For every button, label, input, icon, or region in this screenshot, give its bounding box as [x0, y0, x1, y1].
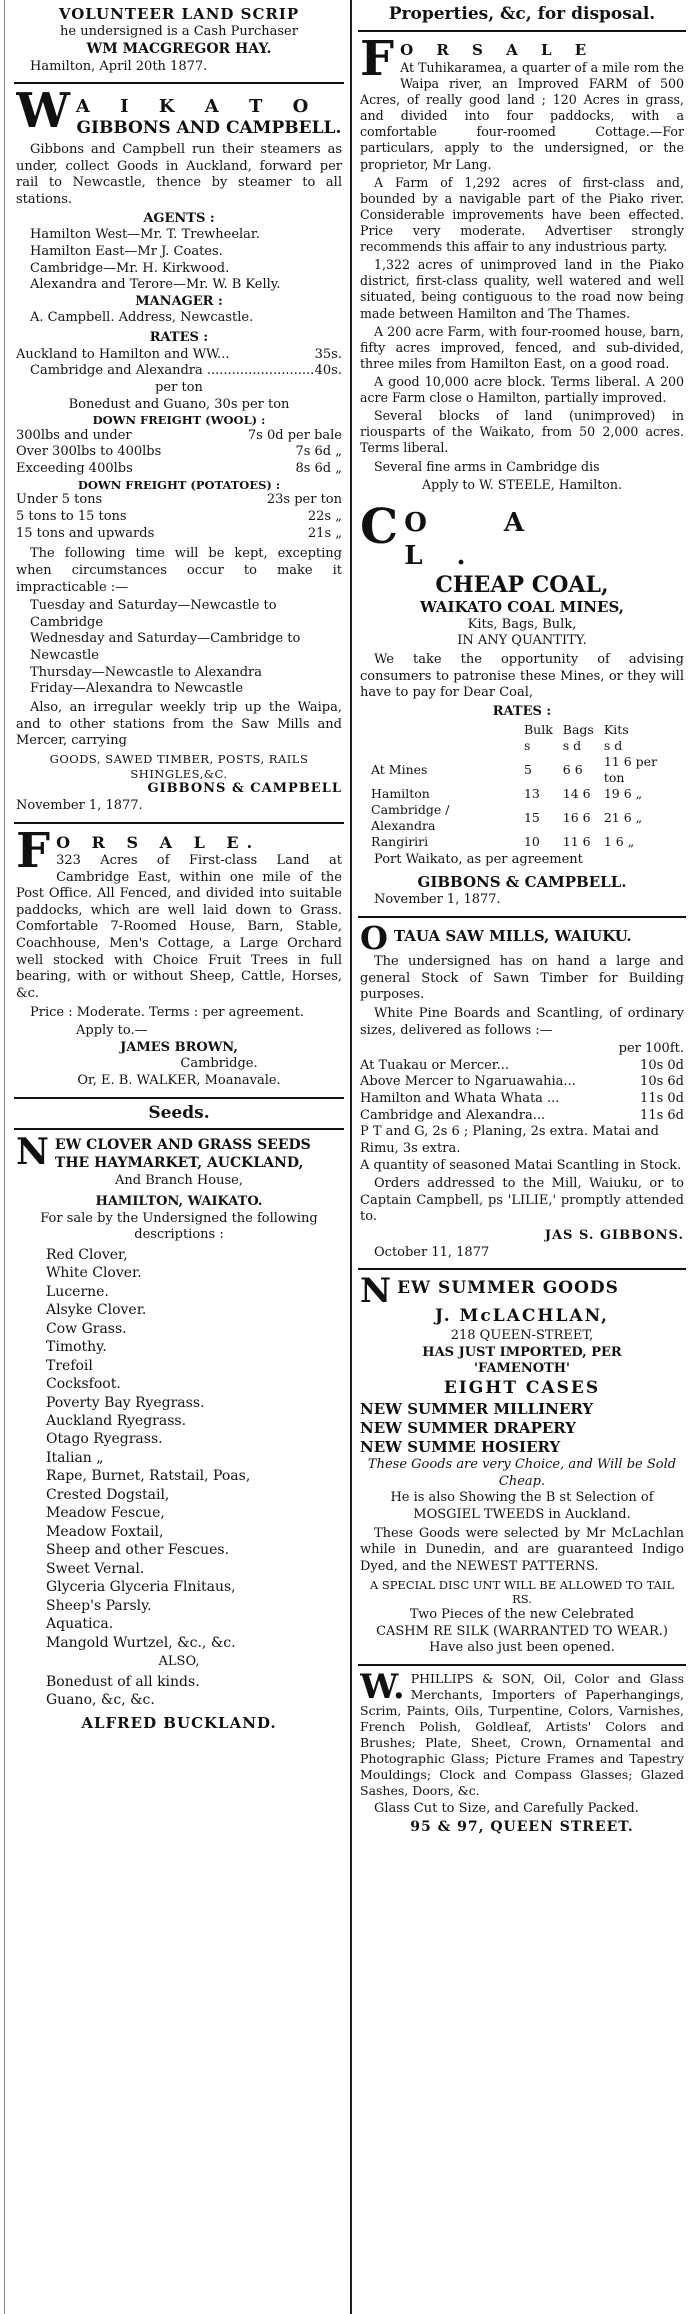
list-item: Aquatica.: [46, 1616, 114, 1633]
coal-body: We take the opportunity of advising consumers to patronise these Mines, or they will have to pay for Dear Coal,: [360, 651, 684, 701]
dropcap: F: [360, 36, 395, 87]
forms: Kits, Bags, Bulk,: [467, 616, 577, 632]
showing-line: He is also Showing the B st Selection of MOSGIEL TWEEDS in Auckland.: [390, 1490, 654, 1523]
intro: For sale by the Undersigned the following descriptions :: [40, 1210, 318, 1243]
table-cell: Kits: [603, 722, 629, 738]
firm-name: GIBBONS AND CAMPBELL.: [76, 118, 342, 139]
list-item: Bonedust of all kinds.: [46, 1673, 200, 1690]
table-row: [366, 802, 684, 834]
list-item: Glyceria Glyceria Flnitaus,: [46, 1579, 236, 1596]
table-cell: 21 6 „: [603, 810, 643, 826]
section-title: Seeds.: [14, 1099, 344, 1131]
table-cell: 11 6 per ton: [603, 754, 658, 786]
paragraph: A Farm of 1,292 acres of first-class and, bounded by a navigable part of the Piako river. Considerable improvements have been effected. Price very moderate. Advertiser strongly recommends this affair to any industrious party.: [360, 174, 684, 255]
intro-text: Gibbons and Campbell run their steamers as under, collect Goods in Auckland, forward per rail to Newcastle, thence by steamer to all stations.: [16, 142, 342, 207]
table-row: [366, 786, 684, 802]
paragraph: A good 10,000 acre block. Terms liberal. A 200 acre Farm close o Hamilton, partially improved.: [360, 374, 684, 406]
discount-line: A SPECIAL DISC UNT WILL BE ALLOWED TO TAIL RS.: [369, 1577, 675, 1607]
paragraph: A quantity of seasoned Matai Scantling in Stock.: [360, 1157, 682, 1173]
list-item: Trefoil: [46, 1357, 93, 1374]
price-item: At Tuakau or Mercer...: [360, 1057, 509, 1073]
goods-line: NEW SUMMER MILLINERY: [360, 1399, 594, 1418]
address: 218 QUEEN-STREET,: [450, 1327, 594, 1343]
ad-body: PHILLIPS & SON, Oil, Color and Glass Merchants, Importers of Paperhangings, Scrim, Paints, Oils, Turpentine, Colors, Varnishes, French Polish, Goldleaf, Artists' Colors and Brushes; Plate, Sheet, Crown, Ornamental and Photographic Glass; Picture Frames and Tapestry Mouldings; Clock and Compass Glasses; Glazed Sashes, Doors, &c.: [360, 1670, 684, 1798]
ad-date: Hamilton, April 20th 1877.: [30, 58, 208, 74]
seed-list: [46, 1246, 342, 1652]
table-row: [366, 834, 684, 850]
rates-label: RATES :: [149, 330, 209, 345]
wool-row: [16, 428, 342, 445]
section-title: Properties, &c, for disposal.: [358, 0, 686, 32]
list-item: Red Clover,: [46, 1246, 128, 1263]
table-cell: Rangiriri: [371, 834, 429, 850]
price-item: Cambridge and Alexandra...: [360, 1107, 546, 1123]
properties-ad: [358, 0, 686, 500]
wool-label: DOWN FREIGHT (WOOL) :: [92, 413, 266, 428]
rate-price: 35s.: [314, 346, 342, 362]
branch-place: HAMILTON, WAIKATO.: [95, 1193, 263, 1209]
wool-row: [16, 444, 342, 461]
ad-date: November 1, 1877.: [374, 892, 501, 908]
signature: GIBBONS & CAMPBELL: [147, 781, 342, 797]
rate-item: Over 300lbs to 400lbs: [16, 444, 162, 460]
price-item: Hamilton and Whata Whata ...: [360, 1091, 560, 1107]
goods-line: NEW SUMME HOSIERY: [360, 1437, 561, 1456]
also-list: [46, 1673, 342, 1710]
saw-mills-ad: [358, 918, 686, 1270]
rate-item: 15 tons and upwards: [16, 525, 155, 541]
price-row: [360, 1058, 684, 1075]
rate-item: 300lbs and under: [16, 427, 132, 443]
dropcap: W.: [360, 1670, 405, 1707]
table-cell: s: [523, 738, 531, 754]
agent-line: Hamilton East—Mr J. Coates.: [30, 243, 223, 259]
table-cell: At Mines: [371, 762, 428, 778]
choice-note: These Goods are very Choice, and Will be Sold Cheap.: [367, 1457, 677, 1489]
price-row: [360, 1108, 684, 1125]
port-line: Port Waikato, as per agreement: [374, 852, 583, 868]
signature: JAS S. GIBBONS.: [544, 1228, 684, 1244]
potato-row: [16, 492, 342, 509]
left-column: [14, 0, 344, 1738]
price-value: 11s 6d: [640, 1107, 684, 1123]
ad-title: O R S A L E: [400, 40, 596, 59]
contact-name: JAMES BROWN,: [120, 1039, 238, 1055]
table-cell: 11 6: [562, 834, 591, 850]
dropcap: N: [16, 1135, 49, 1174]
glass-cut-line: Glass Cut to Size, and Carefully Packed.: [374, 1800, 639, 1816]
rate-price: 22s „: [307, 509, 342, 525]
apply-to: Apply to.—: [76, 1023, 148, 1039]
table-row: [366, 754, 684, 786]
rate-item: 5 tons to 15 tons: [16, 509, 127, 525]
rate-item: Exceeding 400lbs: [16, 461, 133, 477]
ad-name: WM MACGREGOR HAY.: [86, 40, 272, 57]
potato-row: [16, 526, 342, 543]
ad-title: TAUA SAW MILLS, WAIUKU.: [393, 926, 632, 945]
table-cell: [366, 722, 519, 738]
ad-line: he undersigned is a Cash Purchaser: [60, 24, 298, 40]
ad-title: EW CLOVER AND GRASS SEEDS: [54, 1137, 311, 1154]
bonedust-rate: Bonedust and Guano, 30s per ton: [68, 396, 290, 412]
table-cell: 16 6: [562, 810, 591, 826]
table-cell: 1 6 „: [603, 834, 635, 850]
dropcap: F: [16, 828, 51, 879]
table-cell: 5: [523, 762, 532, 778]
manager-label: MANAGER :: [135, 293, 223, 309]
headline: CHEAP COAL,: [435, 572, 609, 599]
rate-item: Auckland to Hamilton and WW...: [16, 346, 230, 362]
page-edge: [0, 0, 5, 2314]
coal-ad: [358, 500, 686, 918]
list-item: Rape, Burnet, Ratstail, Poas,: [46, 1468, 251, 1485]
tweeds-text: These Goods were selected by Mr McLachlan while in Dunedin, and are guaranteed Indigo Dyed, and the NEWEST PATTERNS.: [360, 1525, 684, 1574]
price-item: Above Mercer to Ngaruawahia...: [360, 1074, 576, 1090]
list-item: Timothy.: [46, 1339, 107, 1356]
agents-label: AGENTS :: [143, 210, 215, 226]
list-item: Sweet Vernal.: [46, 1560, 145, 1577]
table-cell: Hamilton: [371, 786, 430, 802]
list-item: Meadow Fescue,: [46, 1505, 165, 1522]
table-cell: Cambridge / Alexandra: [371, 802, 450, 834]
address: 95 & 97, QUEEN STREET.: [410, 1819, 634, 1836]
store-name: THE HAYMARKET, AUCKLAND,: [54, 1155, 304, 1172]
irregular-trip: Also, an irregular weekly trip up the Waipa, and to other stations from the Saw Mills and Mercer, carrying: [16, 699, 342, 749]
rate-price: 23s per ton: [266, 492, 342, 508]
apply-to: Apply to W. STEELE, Hamilton.: [422, 476, 622, 492]
branch-line: And Branch House,: [115, 1173, 243, 1189]
rate-price: 7s 6d „: [295, 444, 342, 460]
paragraph: The undersigned has on hand a large and general Stock of Sawn Timber for Building purposes.: [360, 954, 684, 1003]
price-terms: Price : Moderate. Terms : per agreement.: [30, 1004, 305, 1020]
table-cell: 10: [523, 834, 540, 850]
timetable-intro: The following time will be kept, excepting when circumstances occur to make it impracticable :—: [16, 546, 342, 595]
paragraph: 1,322 acres of unimproved land in the Piako district, first-class quality, well watered and well situated, being contiguous to the road now being made between Hamilton and The Thames.: [360, 257, 684, 321]
paragraph: A 200 acre Farm, with four-roomed house, barn, fifty acres improved, fenced, and sub-divided, three miles from Hamilton East, on a good road.: [360, 323, 684, 371]
table-cell: 19 6 „: [603, 786, 643, 802]
seeds-ad: [14, 1099, 344, 1738]
list-item: Sheep and other Fescues.: [46, 1542, 230, 1559]
coal-rates-table: [366, 722, 684, 850]
list-item: Lucerne.: [46, 1283, 109, 1300]
table-cell: 14 6: [562, 786, 591, 802]
rate-item: Cambridge and Alexandra ..........................: [30, 363, 315, 379]
rates-label: RATES :: [492, 703, 552, 719]
table-cell: Bags: [562, 722, 594, 738]
summer-goods-ad: [358, 1270, 686, 1666]
agent-line: Hamilton West—Mr. T. Trewheelar.: [30, 227, 260, 243]
paragraph: Several blocks of land (unimproved) in riousparts of the Waikato, from 50 2,000 acres. Terms liberal.: [360, 408, 684, 456]
cashmere-line: Two Pieces of the new Celebrated: [409, 1606, 635, 1622]
ad-title: EW SUMMER GOODS: [397, 1278, 619, 1299]
also-label: ALSO,: [158, 1654, 200, 1670]
list-item: Poverty Bay Ryegrass.: [46, 1394, 205, 1411]
paragraph: At Tuhikaramea, a quarter of a mile rom the Waipa river, an Improved FARM of 500 Acres, of really good land ; 120 Acres in grass, and divided into four paddocks, with a comfortable four-roomed Cottage.—For particulars, apply to the undersigned, or the proprietor, Mr Lang.: [360, 59, 684, 172]
cashmere-line: CASHM RE SILK (WARRANTED TO WEAR.): [376, 1623, 668, 1639]
agent-line: Cambridge—Mr. H. Kirkwood.: [30, 260, 230, 276]
list-item: Otago Ryegrass.: [46, 1431, 163, 1448]
list-item: Guano, &c, &c.: [46, 1692, 155, 1709]
agents-list: [16, 227, 342, 294]
paragraph: Orders addressed to the Mill, Waiuku, or to Captain Campbell, ps 'LILIE,' promptly attended to.: [360, 1176, 684, 1225]
ad-body: 323 Acres of First-class Land at Cambridge East, within one mile of the Post Office. All Fenced, and divided into suitable paddocks, which are well laid down to Grass. Comfortable 7-Roomed House, Barn, Stable, Coachhouse, Men's Cottage, a Large Orchard well stocked with Choice Fruit Trees in full bearing, with or without Sheep, Cattle, Horses, &c.: [16, 852, 342, 1001]
paragraph: Several fine arms in Cambridge dis: [374, 458, 600, 474]
list-item: Sheep's Parsly.: [46, 1597, 152, 1614]
right-column: [358, 0, 686, 1844]
price-row: [360, 1091, 684, 1108]
imported-line: HAS JUST IMPORTED, PER: [422, 1344, 622, 1360]
table-cell: s d: [603, 738, 623, 754]
rate-price: 21s „: [307, 525, 342, 541]
timetable-line: Tuesday and Saturday—Newcastle to Cambridge: [30, 598, 277, 630]
contact-place: Cambridge.: [180, 1056, 258, 1072]
dropcap: W: [16, 89, 70, 140]
table-header: [366, 722, 684, 738]
table-units: [366, 738, 684, 754]
table-cell: Bulk: [523, 722, 553, 738]
table-cell: 15: [523, 810, 540, 826]
wool-row: [16, 461, 342, 478]
manager-line: A. Campbell. Address, Newcastle.: [30, 310, 254, 326]
timetable-line: Friday—Alexandra to Newcastle: [30, 681, 244, 697]
list-item: Cocksfoot.: [46, 1376, 121, 1393]
signature: ALFRED BUCKLAND.: [81, 1713, 277, 1732]
timetable-line: Thursday—Newcastle to Alexandra: [30, 664, 262, 680]
phillips-ad: [358, 1666, 686, 1845]
ship-name: 'FAMENOTH': [474, 1361, 570, 1377]
cases: EIGHT CASES: [443, 1377, 601, 1398]
paragraph: P T and G, 2s 6 ; Planing, 2s extra. Matai and Rimu, 3s extra.: [360, 1124, 659, 1156]
table-cell: s d: [562, 738, 582, 754]
ad-date: November 1, 1877.: [16, 797, 143, 813]
goods-line: GOODS, SAWED TIMBER, POSTS, RAILS SHINGLES,&C.: [49, 751, 309, 781]
rate-price: 7s 0d per bale: [247, 427, 342, 443]
rate-item: Under 5 tons: [16, 492, 103, 508]
price-row: [360, 1074, 684, 1091]
dropcap: C: [360, 504, 399, 555]
table-cell: 13: [523, 786, 540, 802]
price-value: 10s 6d: [640, 1074, 684, 1090]
list-item: Meadow Foxtail,: [46, 1523, 164, 1540]
volunteer-land-scrip-ad: [14, 0, 344, 84]
list-item: Alsyke Clover.: [46, 1302, 147, 1319]
rate-row: [16, 363, 342, 380]
list-item: Cow Grass.: [46, 1320, 127, 1337]
per-ton: per ton: [155, 379, 203, 395]
timetable-line: Wednesday and Saturday—Cambridge to Newcastle: [30, 631, 301, 664]
rate-row: [16, 347, 342, 364]
column-rule: [350, 0, 352, 2314]
properties-body: [358, 32, 686, 500]
opened-line: Have also just been opened.: [429, 1640, 615, 1656]
price-value: 11s 0d: [640, 1091, 684, 1107]
list-item: Auckland Ryegrass.: [46, 1413, 187, 1429]
ad-title: A I K A T O: [75, 96, 321, 118]
list-item: Crested Dogstail,: [46, 1486, 170, 1503]
mine-name: WAIKATO COAL MINES,: [420, 597, 624, 616]
table-cell: 6 6: [562, 762, 583, 778]
list-item: Mangold Wurtzel, &c., &c.: [46, 1634, 236, 1651]
signature: GIBBONS & CAMPBELL.: [417, 873, 627, 892]
rate-price: 40s.: [314, 363, 342, 379]
rate-price: 8s 6d „: [295, 461, 342, 477]
ad-date: October 11, 1877: [374, 1244, 490, 1260]
alt-contact: Or, E. B. WALKER, Moanavale.: [77, 1073, 281, 1089]
price-value: 10s 0d: [640, 1057, 684, 1073]
potatoes-label: DOWN FREIGHT (POTATOES) :: [77, 477, 281, 492]
per-unit: per 100ft.: [618, 1041, 684, 1057]
ad-title: O A L.: [404, 507, 559, 572]
potato-row: [16, 509, 342, 526]
quantity: IN ANY QUANTITY.: [457, 633, 587, 649]
ad-title: VOLUNTEER LAND SCRIP: [58, 5, 300, 23]
list-item: White Clover.: [46, 1265, 142, 1282]
waikato-steamers-ad: [14, 84, 344, 823]
dropcap: O: [360, 922, 388, 953]
goods-line: NEW SUMMER DRAPERY: [360, 1418, 576, 1437]
list-item: Italian „: [46, 1449, 104, 1466]
merchant-name: J. McLACHLAN,: [435, 1306, 609, 1327]
for-sale-cambridge-ad: [14, 824, 344, 1099]
dropcap: N: [360, 1275, 392, 1307]
paragraph: White Pine Boards and Scantling, of ordinary sizes, delivered as follows :—: [360, 1005, 684, 1038]
agent-line: Alexandra and Terore—Mr. W. B Kelly.: [30, 277, 281, 293]
table-cell: [366, 738, 519, 754]
ad-title: O R S A L E.: [56, 832, 261, 852]
